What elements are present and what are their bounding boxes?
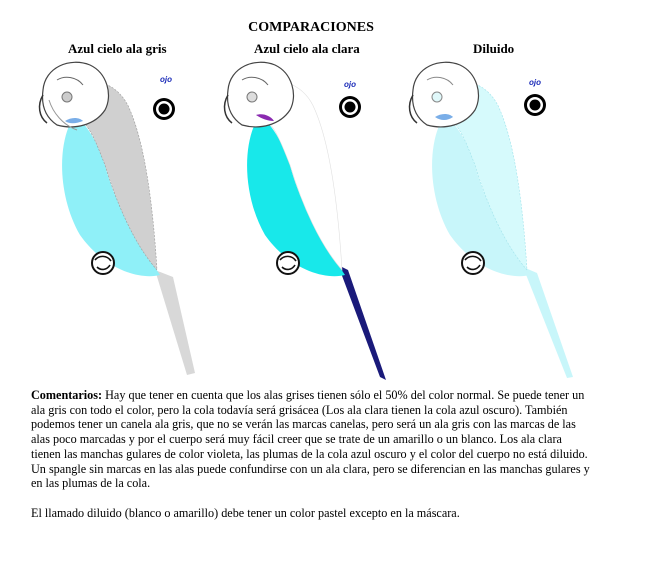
eye-label: ojo xyxy=(529,78,541,87)
budgie-figure xyxy=(220,55,390,380)
comments-body: Hay que tener en cuenta que los alas grises tienen sólo el 50% del color normal. Se puede tener un ala gris con todo el color, pero la cola todavía será grisácea (Los ala clara tienen la cola azul oscuro). También podemos tener un canela ala gris, que no se verán las marcas canelas, pero será un ala gris con las marcas de las alas poco marcadas y por el cuerpo será muy fácil creer que se trate de un amarillo o un blanco. Los ala clara tienen las manchas gulares de color violeta, las plumas de la cola azul oscuro y el color del cuerpo no está diluido. Un spangle sin marcas en las alas puede confundirse con un ala clara, pero se diferencian en las manchas gulares y en las plumas de la cola. xyxy=(31,388,590,491)
comments-paragraph xyxy=(31,388,591,491)
dilute-note: El llamado diluido (blanco o amarillo) debe tener un color pastel excepto en la máscara. xyxy=(31,505,460,520)
comments-section xyxy=(31,388,591,535)
page-title: COMPARACIONES xyxy=(248,20,374,35)
budgie-figure xyxy=(35,55,205,380)
bird-caption-ala-clara: Azul cielo ala clara xyxy=(254,41,360,56)
comments-heading: Comentarios: xyxy=(31,388,103,402)
budgie-figure xyxy=(405,55,575,380)
bird-caption-diluido: Diluido xyxy=(473,41,515,56)
bird-illustration-diluido xyxy=(405,55,575,385)
bird-illustration-ala-clara xyxy=(220,55,390,385)
bird-caption-ala-gris: Azul cielo ala gris xyxy=(68,41,167,56)
eye-label: ojo xyxy=(344,80,356,89)
eye-label: ojo xyxy=(160,75,172,84)
bird-illustration-ala-gris xyxy=(35,55,205,385)
